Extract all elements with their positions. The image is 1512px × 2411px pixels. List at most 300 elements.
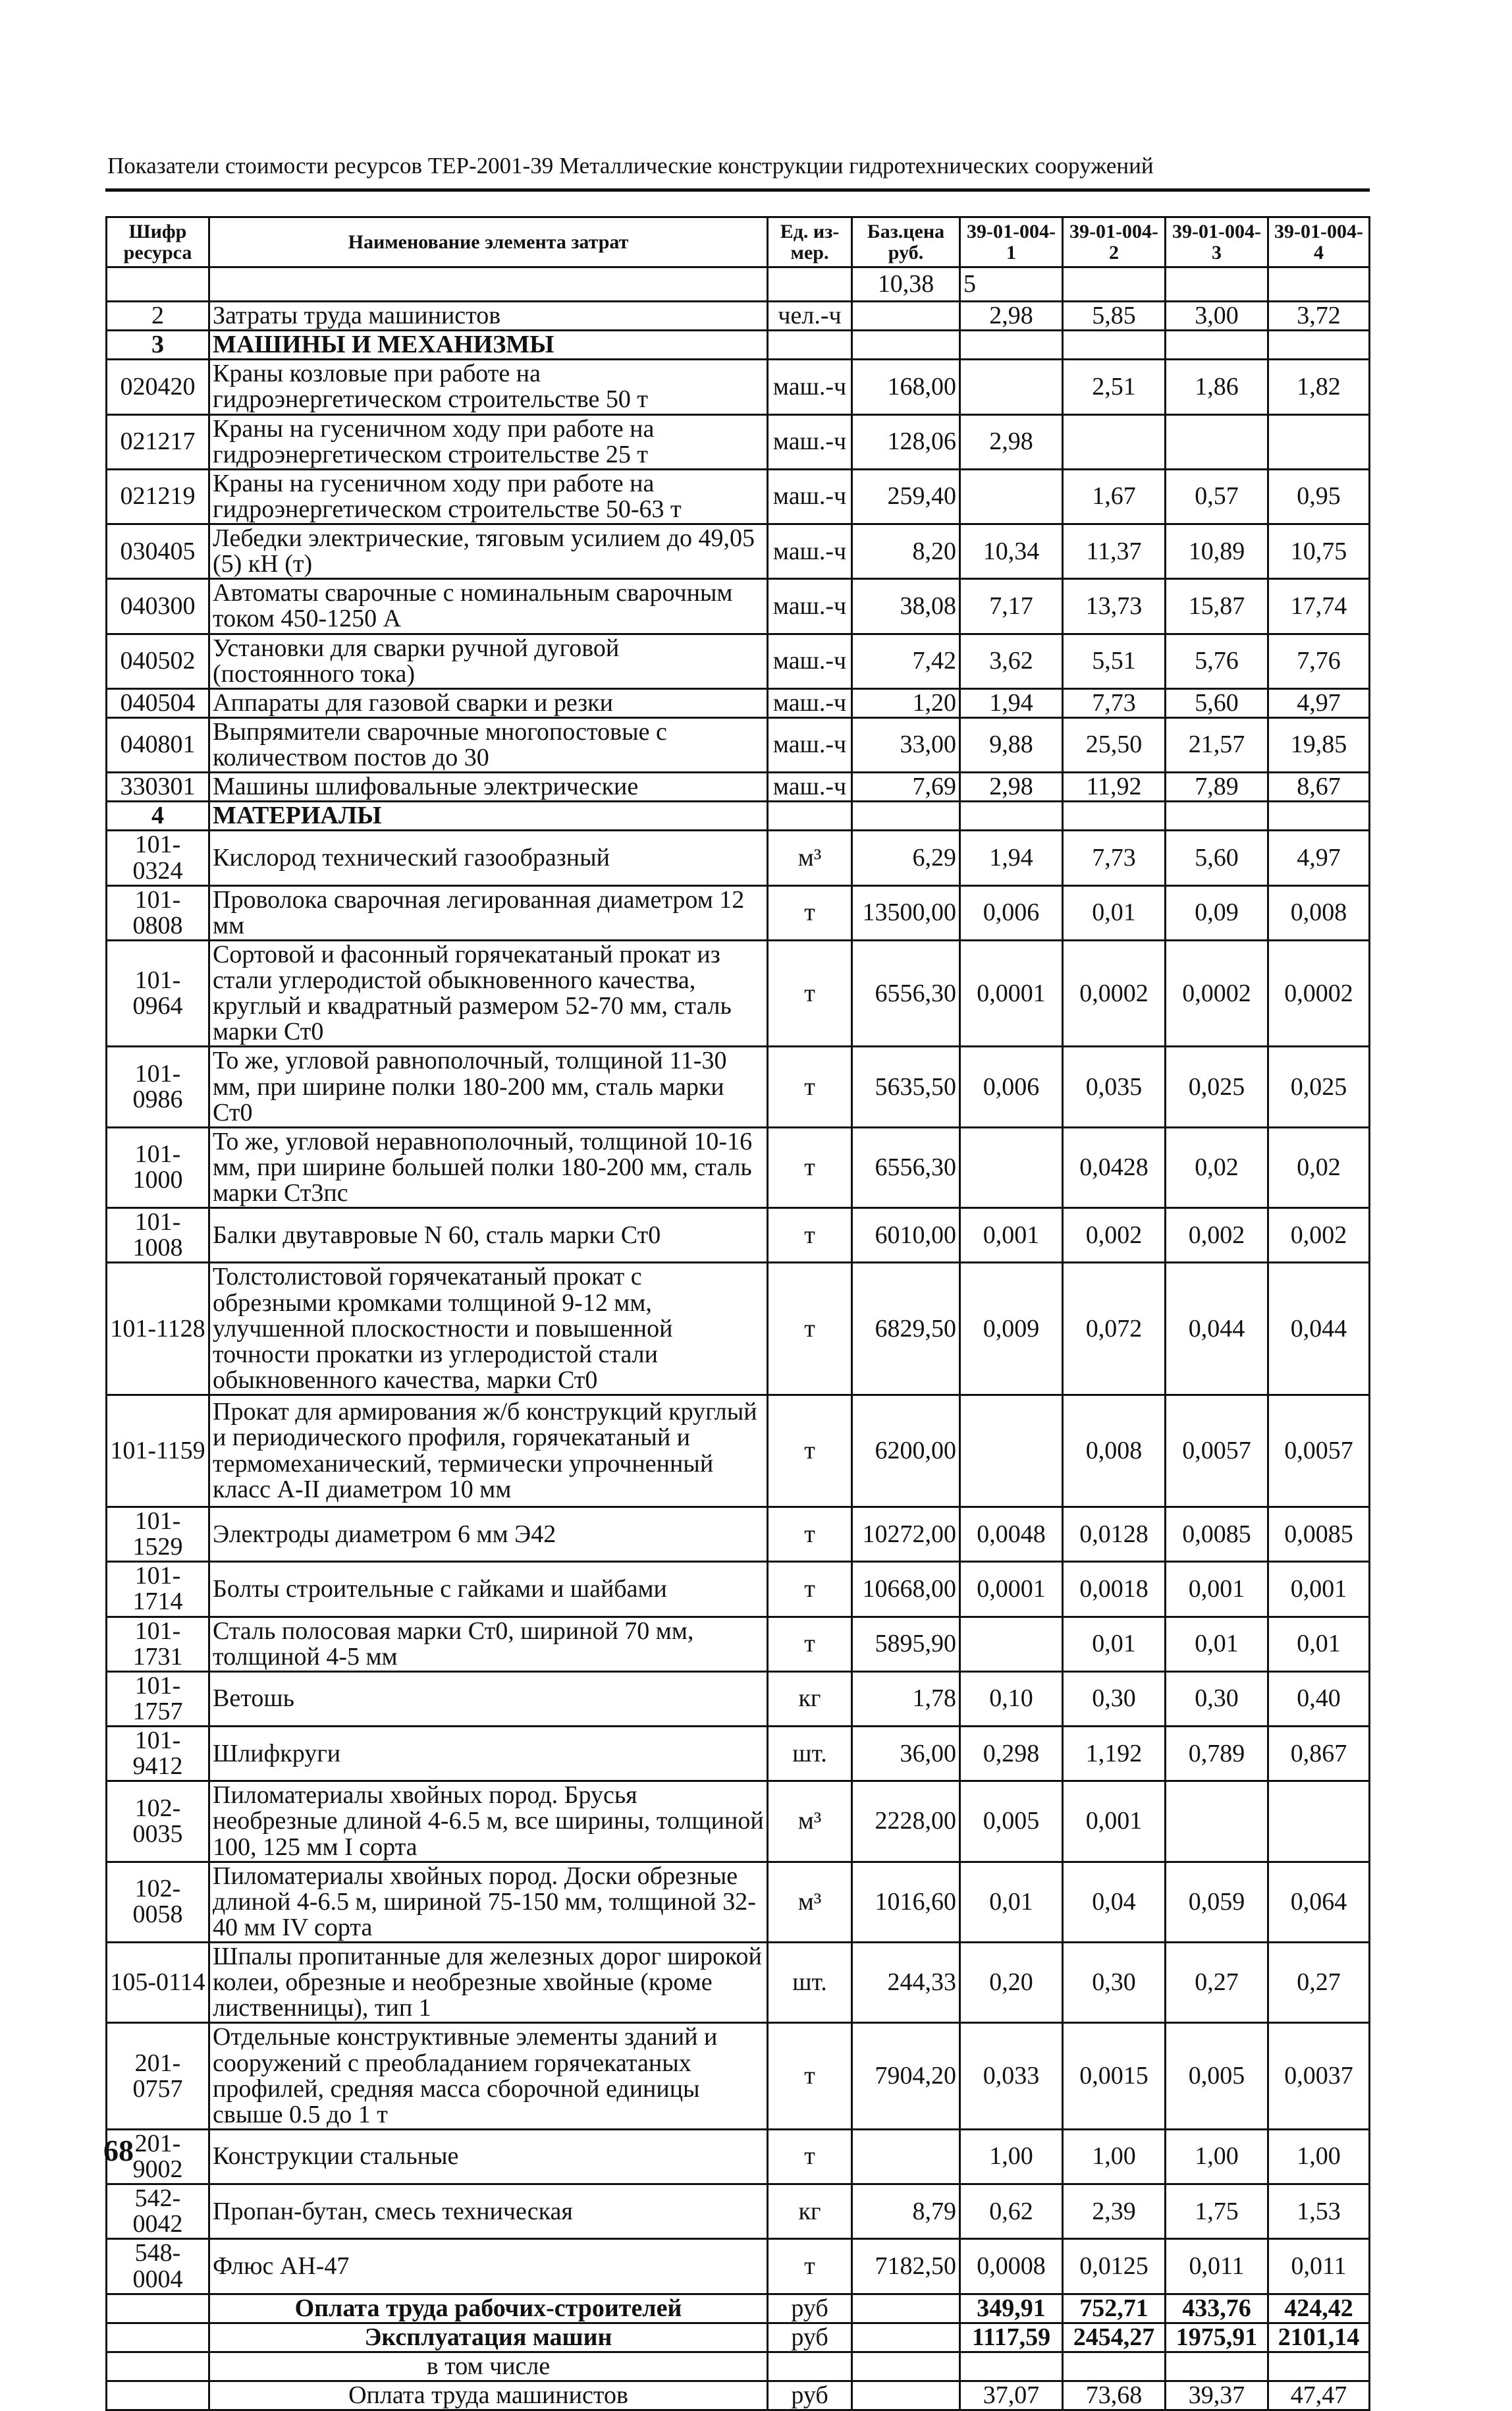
cell-c4: 0,867 (1268, 1727, 1370, 1781)
cell-c1: 2,98 (960, 302, 1063, 331)
cell-unit: кг (768, 1671, 852, 1726)
cell-c2: 2,39 (1063, 2184, 1166, 2239)
cell-c1: 2,98 (960, 414, 1063, 469)
cell-c3: 0,27 (1166, 1943, 1268, 2023)
col-header-c1: 39-01-004-1 (960, 217, 1063, 267)
cell-code: 040300 (107, 579, 209, 634)
cell-name: Машины шлифовальные электрические (209, 773, 768, 802)
cell-unit: руб (768, 2294, 852, 2323)
cell-c4: 0,0085 (1268, 1507, 1370, 1562)
cell-price: 6556,30 (852, 1127, 960, 1207)
col-header-code: Шифр ресурса (107, 217, 209, 267)
col-header-unit: Ед. из-мер. (768, 217, 852, 267)
cell-c4: 1,00 (1268, 2129, 1370, 2184)
cell-c3: 0,059 (1166, 1862, 1268, 1942)
cell-code: 020420 (107, 360, 209, 414)
col-header-c3: 39-01-004-3 (1166, 217, 1268, 267)
table-row (107, 579, 1370, 634)
cell-c1: 3,62 (960, 634, 1063, 688)
cell-name: Эксплуатация машин (209, 2323, 768, 2352)
cell-c1: 0,009 (960, 1263, 1063, 1395)
cell-code: 040502 (107, 634, 209, 688)
cell-c1: 37,07 (960, 2381, 1063, 2410)
table-row (107, 940, 1370, 1047)
cell-name: Болты строительные с гайками и шайбами (209, 1562, 768, 1617)
cell-c3: 0,0085 (1166, 1507, 1268, 1562)
cell-c3: 15,87 (1166, 579, 1268, 634)
cell-unit: м³ (768, 831, 852, 885)
cell-c3 (1166, 1781, 1268, 1862)
cell-name: Установки для сварки ручной дуговой (постоянного тока) (209, 634, 768, 688)
cell-c2: 0,0128 (1063, 1507, 1166, 1562)
cell-c4: 0,008 (1268, 885, 1370, 940)
cell-price (852, 2381, 960, 2410)
subtotal-label: в том числе (209, 2352, 768, 2381)
table-row (107, 2184, 1370, 2239)
cell-price: 10272,00 (852, 1507, 960, 1562)
cell-code: 021219 (107, 469, 209, 524)
cell-unit: м³ (768, 1862, 852, 1942)
empty-cell (768, 2352, 852, 2381)
cell-c1: 0,033 (960, 2023, 1063, 2130)
cell-c3: 3,00 (1166, 302, 1268, 331)
table-row (107, 1507, 1370, 1562)
cell-c1: 1117,59 (960, 2323, 1063, 2352)
cell-c4: 0,95 (1268, 469, 1370, 524)
cell-name: Выпрямители сварочные многопостовые с количеством постов до 30 (209, 717, 768, 772)
col-header-c2: 39-01-004-2 (1063, 217, 1166, 267)
table-row (107, 634, 1370, 688)
table-row (107, 1562, 1370, 1617)
cell-name: Балки двутавровые N 60, сталь марки Ст0 (209, 1208, 768, 1263)
cell-c1: 10,34 (960, 524, 1063, 579)
cell-code: 101-1128 (107, 1263, 209, 1395)
cell-c1: 1,94 (960, 831, 1063, 885)
cell-c4: 7,76 (1268, 634, 1370, 688)
cell-c4: 0,01 (1268, 1617, 1370, 1671)
cell-code: 040801 (107, 717, 209, 772)
table-row (107, 773, 1370, 802)
cell-c2: 0,008 (1063, 1395, 1166, 1507)
cell-code: 102-0035 (107, 1781, 209, 1862)
cell-c2: 5,51 (1063, 634, 1166, 688)
cell-c2: 0,072 (1063, 1263, 1166, 1395)
cell-name: Пиломатериалы хвойных пород. Брусья необрезные длиной 4-6.5 м, все ширины, толщиной 100, 125 мм I сорта (209, 1781, 768, 1862)
cell-c2: 2,51 (1063, 360, 1166, 414)
cell-c3: 1,00 (1166, 2129, 1268, 2184)
cell-price (852, 2129, 960, 2184)
table-row (107, 524, 1370, 579)
cell-name: Сортовой и фасонный горячекатаный прокат из стали углеродистой обыкновенного качества, круглый и квадратный размером 52-70 мм, сталь марки Ст0 (209, 940, 768, 1047)
cell-c1: 0,005 (960, 1781, 1063, 1862)
cell-unit: т (768, 1263, 852, 1395)
col-header-price: Баз.цена руб. (852, 217, 960, 267)
cell-c4: 1,53 (1268, 2184, 1370, 2239)
resource-cost-table (105, 216, 1370, 2411)
table-row (107, 267, 1370, 302)
cell-c4: 0,011 (1268, 2239, 1370, 2294)
cell-unit: т (768, 2129, 852, 2184)
cell-unit: т (768, 1208, 852, 1263)
cell-c1: 5 (960, 267, 1063, 302)
cell-unit: т (768, 1617, 852, 1671)
driver-pay-row (107, 2381, 1370, 2410)
cell-unit: маш.-ч (768, 360, 852, 414)
cell-c4: 8,67 (1268, 773, 1370, 802)
section-code: 4 (107, 802, 209, 831)
cell-name: Проволока сварочная легированная диаметром 12 мм (209, 885, 768, 940)
cell-code: 101-1714 (107, 1562, 209, 1617)
cell-c2: 1,00 (1063, 2129, 1166, 2184)
empty-cell (1268, 2352, 1370, 2381)
cell-unit: маш.-ч (768, 579, 852, 634)
cell-c2: 0,0428 (1063, 1127, 1166, 1207)
cell-code: 040504 (107, 688, 209, 717)
cell-code: 102-0058 (107, 1862, 209, 1942)
cell-unit: м³ (768, 1781, 852, 1862)
table-row (107, 360, 1370, 414)
table-row (107, 717, 1370, 772)
cell-name: Шлифкруги (209, 1727, 768, 1781)
cell-name: Пропан-бутан, смесь техническая (209, 2184, 768, 2239)
table-row (107, 1671, 1370, 1726)
cell-code: 101-9412 (107, 1727, 209, 1781)
cell-price: 8,79 (852, 2184, 960, 2239)
empty-cell (1063, 802, 1166, 831)
cell-code: 101-0986 (107, 1047, 209, 1127)
total-row (107, 2294, 1370, 2323)
empty-cell (1166, 2352, 1268, 2381)
cell-price: 38,08 (852, 579, 960, 634)
cell-c1: 0,0008 (960, 2239, 1063, 2294)
cell-c1: 0,10 (960, 1671, 1063, 1726)
empty-cell (1063, 2352, 1166, 2381)
cell-c3: 0,005 (1166, 2023, 1268, 2130)
cell-code (107, 2323, 209, 2352)
cell-code: 101-1008 (107, 1208, 209, 1263)
cell-code: 101-0808 (107, 885, 209, 940)
cell-price: 244,33 (852, 1943, 960, 2023)
cell-c4: 0,40 (1268, 1671, 1370, 1726)
cell-unit: кг (768, 2184, 852, 2239)
table-row (107, 2023, 1370, 2130)
cell-price: 259,40 (852, 469, 960, 524)
table-row (107, 1943, 1370, 2023)
cell-c2: 0,0015 (1063, 2023, 1166, 2130)
section-row (107, 331, 1370, 360)
cell-c2: 2454,27 (1063, 2323, 1166, 2352)
cell-price: 8,20 (852, 524, 960, 579)
page-title: Показатели стоимости ресурсов ТЕР-2001-39 Металлические конструкции гидротехнических сооружений (107, 153, 1154, 179)
cell-c1: 0,20 (960, 1943, 1063, 2023)
cell-price: 128,06 (852, 414, 960, 469)
cell-unit: чел.-ч (768, 302, 852, 331)
cell-name: Прокат для армирования ж/б конструкций круглый и периодического профиля, горячекатаный и термомеханический, термически упрочненный класс А-II диаметром 10 мм (209, 1395, 768, 1507)
cell-code: 101-0964 (107, 940, 209, 1047)
cell-name: Электроды диаметром 6 мм Э42 (209, 1507, 768, 1562)
cell-unit: т (768, 1507, 852, 1562)
cell-price: 168,00 (852, 360, 960, 414)
cell-code: 101-1731 (107, 1617, 209, 1671)
cell-price: 7182,50 (852, 2239, 960, 2294)
cell-c1 (960, 360, 1063, 414)
cell-c2: 0,04 (1063, 1862, 1166, 1942)
empty-cell (960, 802, 1063, 831)
cell-c1: 349,91 (960, 2294, 1063, 2323)
cell-c1: 9,88 (960, 717, 1063, 772)
cell-unit: т (768, 2023, 852, 2130)
cell-unit: маш.-ч (768, 469, 852, 524)
cell-price: 1,78 (852, 1671, 960, 1726)
cell-name: Пиломатериалы хвойных пород. Доски обрезные длиной 4-6.5 м, шириной 75-150 мм, толщиной 32-40 мм IV сорта (209, 1862, 768, 1942)
empty-cell (768, 802, 852, 831)
cell-c3: 0,01 (1166, 1617, 1268, 1671)
cell-name: Шпалы пропитанные для железных дорог широкой колеи, обрезные и необрезные хвойные (кроме лиственницы), тип 1 (209, 1943, 768, 2023)
cell-unit: шт. (768, 1943, 852, 2023)
cell-price: 6010,00 (852, 1208, 960, 1263)
cell-c3: 5,60 (1166, 688, 1268, 717)
table-row (107, 688, 1370, 717)
cell-c4: 0,002 (1268, 1208, 1370, 1263)
cell-c4: 0,0002 (1268, 940, 1370, 1047)
cell-code: 101-1529 (107, 1507, 209, 1562)
cell-c4: 19,85 (1268, 717, 1370, 772)
cell-unit: т (768, 1047, 852, 1127)
cell-name: Оплата труда рабочих-строителей (209, 2294, 768, 2323)
cell-unit: руб (768, 2381, 852, 2410)
page-number: 68 (103, 2134, 134, 2167)
cell-c2: 0,002 (1063, 1208, 1166, 1263)
cell-c1: 0,0001 (960, 940, 1063, 1047)
cell-name: Автоматы сварочные с номинальным сварочным током 450-1250 А (209, 579, 768, 634)
total-row (107, 2323, 1370, 2352)
cell-c1: 1,94 (960, 688, 1063, 717)
cell-c2 (1063, 414, 1166, 469)
cell-c3: 0,025 (1166, 1047, 1268, 1127)
table-row (107, 1208, 1370, 1263)
cell-c2: 0,0125 (1063, 2239, 1166, 2294)
cell-name: Затраты труда машинистов (209, 302, 768, 331)
cell-c2: 752,71 (1063, 2294, 1166, 2323)
cell-price: 2228,00 (852, 1781, 960, 1862)
cell-c3: 10,89 (1166, 524, 1268, 579)
cell-unit: т (768, 1127, 852, 1207)
table-row (107, 831, 1370, 885)
cell-name: Краны козловые при работе на гидроэнергетическом строительстве 50 т (209, 360, 768, 414)
cell-unit: маш.-ч (768, 524, 852, 579)
cell-c1: 0,298 (960, 1727, 1063, 1781)
cell-c2: 0,30 (1063, 1671, 1166, 1726)
table-row (107, 302, 1370, 331)
cell-c3: 0,789 (1166, 1727, 1268, 1781)
cell-name: Флюс АН-47 (209, 2239, 768, 2294)
table-row (107, 885, 1370, 940)
cell-c3: 0,044 (1166, 1263, 1268, 1395)
cell-c1: 0,01 (960, 1862, 1063, 1942)
cell-unit: маш.-ч (768, 634, 852, 688)
cell-code: 101-1757 (107, 1671, 209, 1726)
cell-unit: т (768, 1395, 852, 1507)
section-title: МАТЕРИАЛЫ (209, 802, 768, 831)
cell-c3: 0,02 (1166, 1127, 1268, 1207)
cell-name: Аппараты для газовой сварки и резки (209, 688, 768, 717)
cell-c3: 1,75 (1166, 2184, 1268, 2239)
cell-c3: 5,60 (1166, 831, 1268, 885)
cell-c1 (960, 1127, 1063, 1207)
cell-c4: 424,42 (1268, 2294, 1370, 2323)
cell-c1 (960, 1617, 1063, 1671)
cell-name: То же, угловой неравнополочный, толщиной 10-16 мм, при ширине большей полки 180-200 мм, сталь марки Ст3пс (209, 1127, 768, 1207)
cell-unit: маш.-ч (768, 414, 852, 469)
table-row (107, 1395, 1370, 1507)
cell-name: Толстолистовой горячекатаный прокат с обрезными кромками толщиной 9-12 мм, улучшенной плоскостности и повышенной точности прокатки из углеродистой стали обыкновенного качества, марки Ст0 (209, 1263, 768, 1395)
cell-price: 1016,60 (852, 1862, 960, 1942)
cell-name: Оплата труда машинистов (209, 2381, 768, 2410)
cell-c4: 0,02 (1268, 1127, 1370, 1207)
cell-c4: 0,001 (1268, 1562, 1370, 1617)
cell-code: 548-0004 (107, 2239, 209, 2294)
cell-name: То же, угловой равнополочный, толщиной 11-30 мм, при ширине полки 180-200 мм, сталь марки Ст0 (209, 1047, 768, 1127)
cell-c1: 0,006 (960, 1047, 1063, 1127)
col-header-name: Наименование элемента затрат (209, 217, 768, 267)
cell-c2: 0,0002 (1063, 940, 1166, 1047)
cell-c3: 1,86 (1166, 360, 1268, 414)
cell-code: 105-0114 (107, 1943, 209, 2023)
cell-c2: 0,035 (1063, 1047, 1166, 1127)
section-title: МАШИНЫ И МЕХАНИЗМЫ (209, 331, 768, 360)
cell-c2: 13,73 (1063, 579, 1166, 634)
table-row (107, 2239, 1370, 2294)
cell-price: 6,29 (852, 831, 960, 885)
cell-c4: 0,27 (1268, 1943, 1370, 2023)
cell-price: 10,38 (852, 267, 960, 302)
cell-price: 6556,30 (852, 940, 960, 1047)
cell-code: 201-0757 (107, 2023, 209, 2130)
cell-c3: 0,09 (1166, 885, 1268, 940)
cell-name: Ветошь (209, 1671, 768, 1726)
cell-c2: 0,0018 (1063, 1562, 1166, 1617)
cell-c1: 0,001 (960, 1208, 1063, 1263)
empty-cell (107, 2352, 209, 2381)
cell-c2: 0,01 (1063, 1617, 1166, 1671)
cell-c2: 7,73 (1063, 688, 1166, 717)
table-row (107, 1263, 1370, 1395)
cell-c1: 2,98 (960, 773, 1063, 802)
cell-c2: 1,192 (1063, 1727, 1166, 1781)
cell-price: 10668,00 (852, 1562, 960, 1617)
section-code: 3 (107, 331, 209, 360)
cell-c3: 0,0002 (1166, 940, 1268, 1047)
cell-code: 101-0324 (107, 831, 209, 885)
table-row (107, 1781, 1370, 1862)
cell-c3: 0,011 (1166, 2239, 1268, 2294)
cell-unit: маш.-ч (768, 717, 852, 772)
table-row (107, 469, 1370, 524)
empty-cell (1166, 802, 1268, 831)
cell-price (852, 2294, 960, 2323)
cell-c4: 1,82 (1268, 360, 1370, 414)
cell-unit: маш.-ч (768, 688, 852, 717)
cell-c2: 1,67 (1063, 469, 1166, 524)
cell-c3 (1166, 414, 1268, 469)
cell-price: 33,00 (852, 717, 960, 772)
cell-unit: шт. (768, 1727, 852, 1781)
cell-name: Лебедки электрические, тяговым усилием до 49,05 (5) кН (т) (209, 524, 768, 579)
cell-price: 7,42 (852, 634, 960, 688)
cell-price: 6829,50 (852, 1263, 960, 1395)
cell-code: 101-1000 (107, 1127, 209, 1207)
empty-cell (852, 802, 960, 831)
cell-code: 101-1159 (107, 1395, 209, 1507)
cell-c4: 0,044 (1268, 1263, 1370, 1395)
cell-code: 201-9002 (107, 2129, 209, 2184)
cell-c4 (1268, 414, 1370, 469)
table-row (107, 1127, 1370, 1207)
cell-c1 (960, 469, 1063, 524)
cell-c3: 1975,91 (1166, 2323, 1268, 2352)
cell-c2: 5,85 (1063, 302, 1166, 331)
cell-code: 542-0042 (107, 2184, 209, 2239)
cell-price: 7,69 (852, 773, 960, 802)
cell-c1 (960, 1395, 1063, 1507)
empty-cell (960, 2352, 1063, 2381)
cell-c2: 73,68 (1063, 2381, 1166, 2410)
cell-c2: 0,001 (1063, 1781, 1166, 1862)
cell-c4: 2101,14 (1268, 2323, 1370, 2352)
cell-c3: 21,57 (1166, 717, 1268, 772)
table-row (107, 414, 1370, 469)
cell-c1: 0,0048 (960, 1507, 1063, 1562)
cell-price: 6200,00 (852, 1395, 960, 1507)
cell-c3: 0,002 (1166, 1208, 1268, 1263)
cell-price: 5635,50 (852, 1047, 960, 1127)
cell-c3: 0,30 (1166, 1671, 1268, 1726)
cell-c2: 11,92 (1063, 773, 1166, 802)
cell-price: 5895,90 (852, 1617, 960, 1671)
table-row (107, 1617, 1370, 1671)
cell-c1: 0,006 (960, 885, 1063, 940)
cell-c4: 47,47 (1268, 2381, 1370, 2410)
table-row (107, 1047, 1370, 1127)
cell-code: 021217 (107, 414, 209, 469)
cell-c4: 4,97 (1268, 831, 1370, 885)
table-row (107, 2129, 1370, 2184)
cell-name: Кислород технический газообразный (209, 831, 768, 885)
header-row (107, 217, 1370, 267)
cell-unit: руб (768, 2323, 852, 2352)
cell-c3: 0,001 (1166, 1562, 1268, 1617)
cell-unit: т (768, 940, 852, 1047)
cell-c3: 5,76 (1166, 634, 1268, 688)
cell-c4: 17,74 (1268, 579, 1370, 634)
cell-name: Отдельные конструктивные элементы зданий и сооружений с преобладанием горячекатаных профилей, средняя масса сборочной единицы свыше 0.5 до 1 т (209, 2023, 768, 2130)
subtotal-label-row (107, 2352, 1370, 2381)
cell-c3: 0,0057 (1166, 1395, 1268, 1507)
cell-price: 1,20 (852, 688, 960, 717)
cell-price (852, 2323, 960, 2352)
cell-c2: 11,37 (1063, 524, 1166, 579)
table-row (107, 1727, 1370, 1781)
cell-c3: 0,57 (1166, 469, 1268, 524)
cell-c2: 0,30 (1063, 1943, 1166, 2023)
cell-c4 (1268, 1781, 1370, 1862)
cell-c1: 1,00 (960, 2129, 1063, 2184)
cell-name: Краны на гусеничном ходу при работе на гидроэнергетическом строительстве 25 т (209, 414, 768, 469)
cell-c3: 7,89 (1166, 773, 1268, 802)
empty-cell (1268, 802, 1370, 831)
cell-c4: 3,72 (1268, 302, 1370, 331)
cell-c1: 0,62 (960, 2184, 1063, 2239)
